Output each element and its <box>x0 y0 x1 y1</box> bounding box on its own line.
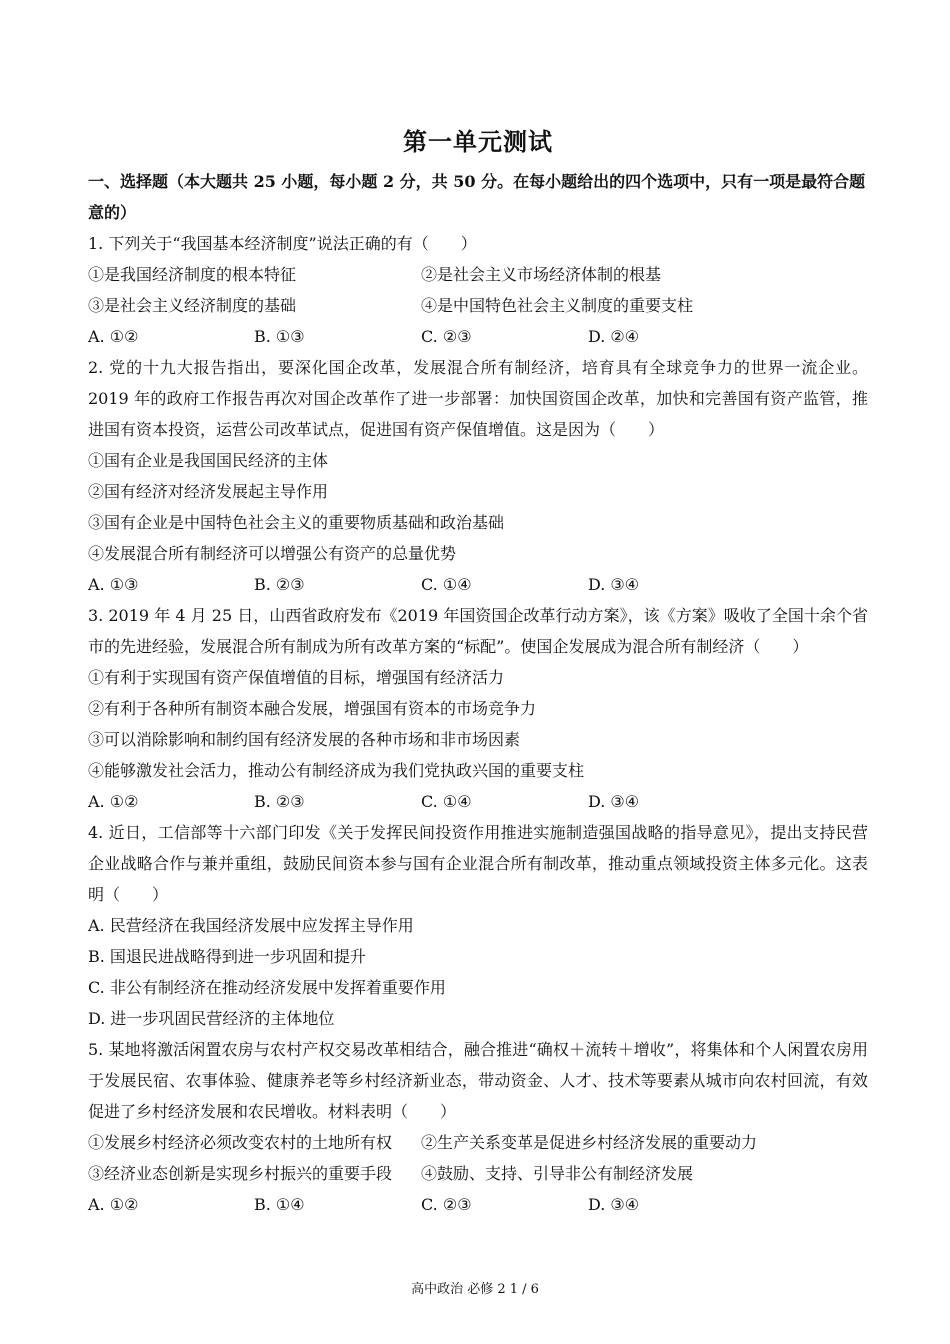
option-b: B. ②③ <box>254 792 305 811</box>
question-1-statements-row-1 <box>88 259 868 290</box>
option-d: D. ②④ <box>588 327 640 346</box>
option-d: D. 进一步巩固民营经济的主体地位 <box>88 1009 335 1028</box>
option-c: C. ①④ <box>421 575 472 594</box>
option-d: D. ③④ <box>588 1195 640 1214</box>
question-5-options <box>88 1189 868 1220</box>
option-a: A. ①③ <box>88 575 139 594</box>
question-5-statements-row-1 <box>88 1127 868 1158</box>
statement: ②生产关系变革是促进乡村经济发展的重要动力 <box>421 1133 758 1152</box>
option-a: A. 民营经济在我国经济发展中应发挥主导作用 <box>88 916 414 935</box>
option-b: B. 国退民进战略得到进一步巩固和提升 <box>88 947 366 966</box>
document-body <box>88 166 868 1220</box>
statement: ④鼓励、支持、引导非公有制经济发展 <box>421 1164 694 1183</box>
question-5-statements-row-2 <box>88 1158 868 1189</box>
statement: ②是社会主义市场经济体制的根基 <box>421 265 662 284</box>
statement: ④是中国特色社会主义制度的重要支柱 <box>421 296 694 315</box>
question-2-options <box>88 569 868 600</box>
option-c: C. 非公有制经济在推动经济发展中发挥着重要作用 <box>88 978 446 997</box>
page-title: 第一单元测试 <box>403 127 553 156</box>
statement: ④发展混合所有制经济可以增强公有资产的总量优势 <box>88 544 457 563</box>
question-2-stem: 2. 党的十九大报告指出，要深化国企改革，发展混合所有制经济，培育具有全球竞争力的世界一流企业。2019 年的政府工作报告再次对国企改革作了进一步部署：加快国资国企改革，加快和完善国有资产监管，推进国有资本投资，运营公司改革试点，促进国有资产保值增值。这是因为（ ） <box>88 358 868 439</box>
statement: ③是社会主义经济制度的基础 <box>88 296 297 315</box>
statement: ④能够激发社会活力，推动公有制经济成为我们党执政兴国的重要支柱 <box>88 761 585 780</box>
option-b: B. ②③ <box>254 575 305 594</box>
option-a: A. ①② <box>88 792 139 811</box>
option-d: D. ③④ <box>588 792 640 811</box>
question-1-stem: 1. 下列关于“我国基本经济制度”说法正确的有（ ） <box>88 234 477 253</box>
question-1-statements-row-2 <box>88 290 868 321</box>
option-d: D. ③④ <box>588 575 640 594</box>
question-3-options <box>88 786 868 817</box>
question-3-stem: 3. 2019 年 4 月 25 日，山西省政府发布《2019 年国资国企改革行动方案》，该《方案》吸收了全国十余个省市的先进经验，发展混合所有制成为所有改革方案的“标配”。使国企发展成为混合所有制经济（ ） <box>88 606 868 656</box>
option-c: C. ②③ <box>421 1195 472 1214</box>
statement: ③经济业态创新是实现乡村振兴的重要手段 <box>88 1164 393 1183</box>
option-b: B. ①④ <box>254 1195 305 1214</box>
statement: ①国有企业是我国国民经济的主体 <box>88 451 329 470</box>
statement: ①是我国经济制度的根本特征 <box>88 265 297 284</box>
option-b: B. ①③ <box>254 327 305 346</box>
statement: ①有利于实现国有资产保值增值的目标，增强国有经济活力 <box>88 668 505 687</box>
section-heading: 一、选择题（本大题共 25 小题，每小题 2 分，共 50 分。在每小题给出的四个选项中，只有一项是最符合题意的） <box>88 172 866 222</box>
option-c: C. ②③ <box>421 327 472 346</box>
question-1-options <box>88 321 868 352</box>
statement: ③可以消除影响和制约国有经济发展的各种市场和非市场因素 <box>88 730 521 749</box>
page-footer: 高中政治 必修 2 1 / 6 <box>411 1282 539 1297</box>
question-5-stem: 5. 某地将激活闲置农房与农村产权交易改革相结合，融合推进“确权＋流转＋增收”，将集体和个人闲置农房用于发展民宿、农事体验、健康养老等乡村经济新业态，带动资金、人才、技术等要素从城市向农村回流，有效促进了乡村经济发展和农民增收。材料表明（ ） <box>88 1040 868 1121</box>
option-a: A. ①② <box>88 1195 139 1214</box>
option-a: A. ①② <box>88 327 139 346</box>
statement: ②有利于各种所有制资本融合发展，增强国有资本的市场竞争力 <box>88 699 537 718</box>
question-4-stem: 4. 近日，工信部等十六部门印发《关于发挥民间投资作用推进实施制造强国战略的指导意见》，提出支持民营企业战略合作与兼并重组，鼓励民间资本参与国有企业混合所有制改革，推动重点领域投资主体多元化。这表明（ ） <box>88 823 868 904</box>
option-c: C. ①④ <box>421 792 472 811</box>
statement: ①发展乡村经济必须改变农村的土地所有权 <box>88 1133 393 1152</box>
statement: ③国有企业是中国特色社会主义的重要物质基础和政治基础 <box>88 513 505 532</box>
statement: ②国有经济对经济发展起主导作用 <box>88 482 329 501</box>
